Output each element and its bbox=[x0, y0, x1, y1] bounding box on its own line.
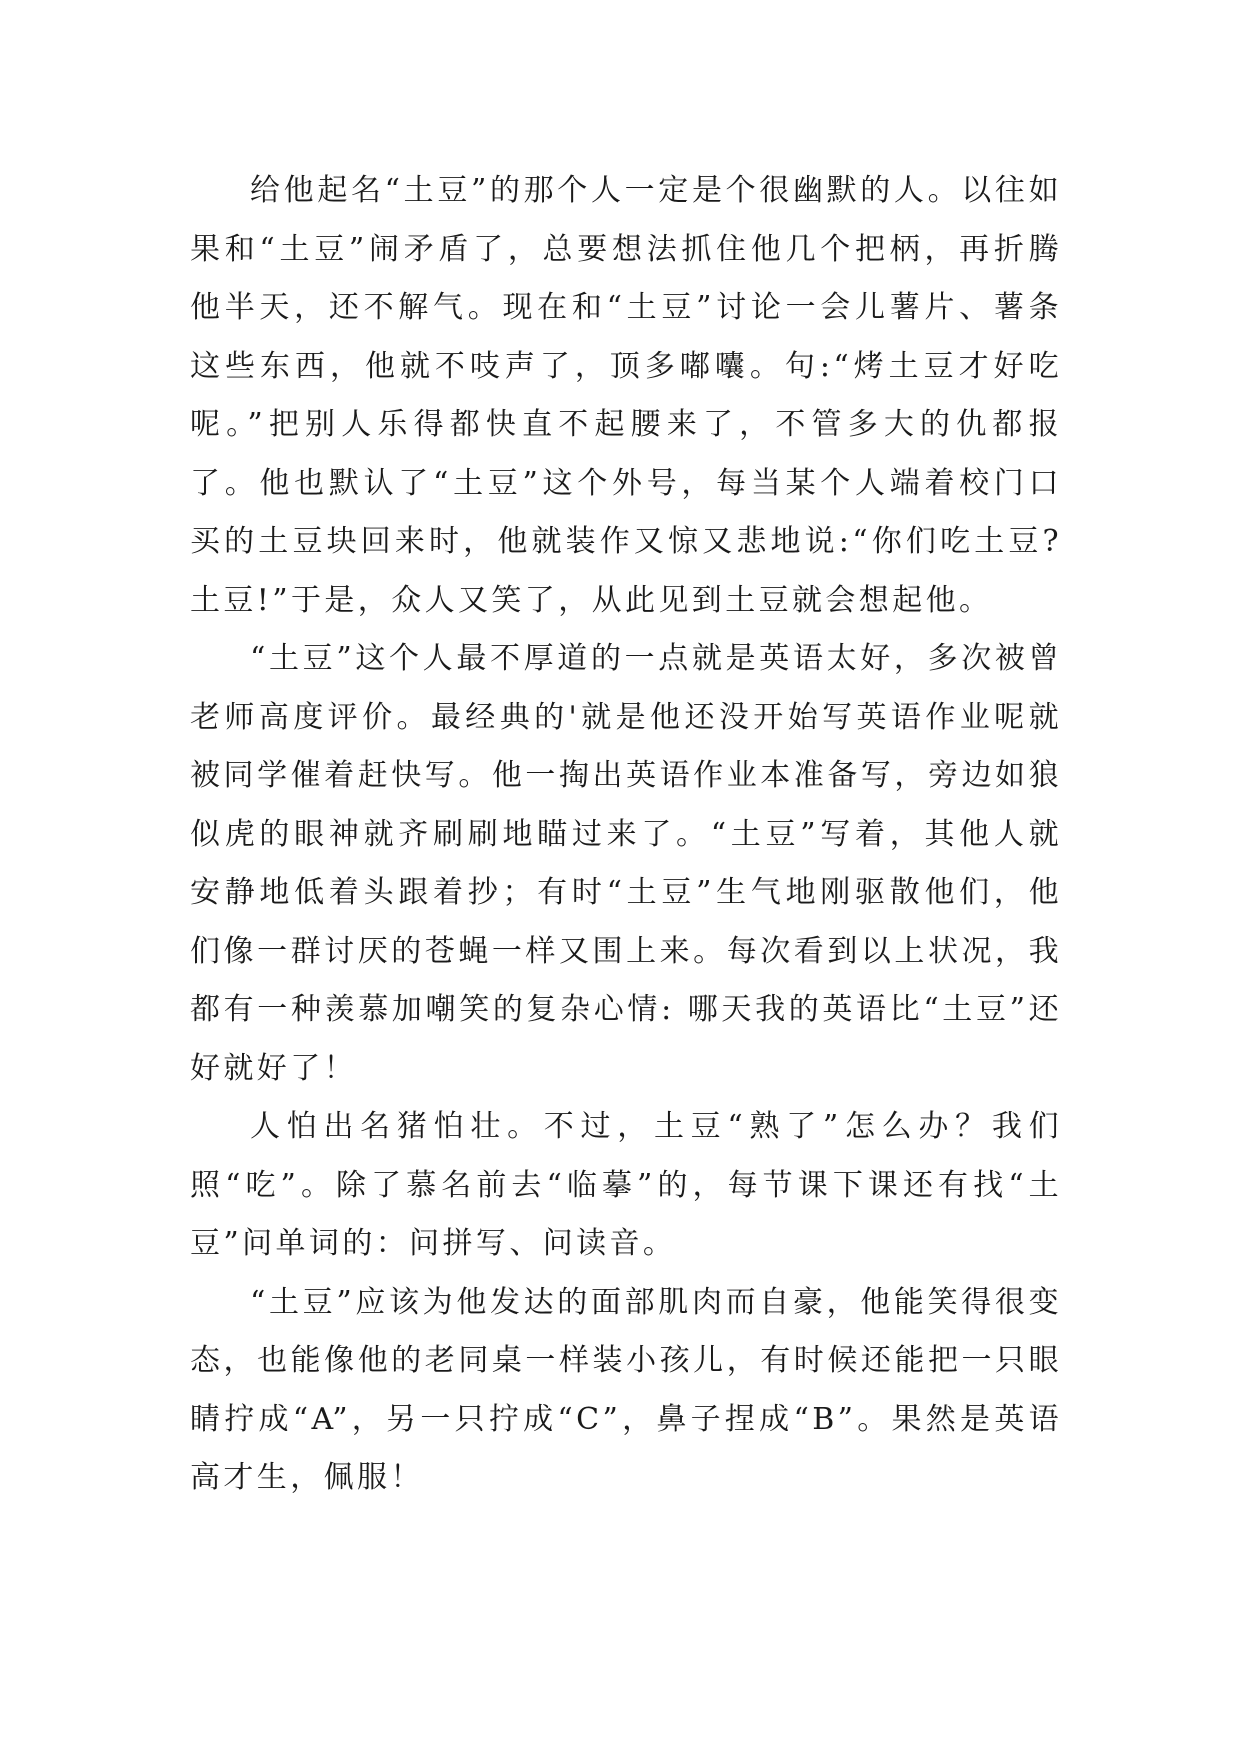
document-body bbox=[190, 162, 1062, 1508]
paragraph-1: 给他起名“土豆”的那个人一定是个很幽默的人。以往如果和“土豆”闹矛盾了，总要想法抓住他几个把柄，再折腾他半天，还不解气。现在和“土豆”讨论一会儿薯片、薯条这些东西，他就不吱声了，顶多嘟囔。句:“烤土豆才好吃呢。”把别人乐得都快直不起腰来了，不管多大的仇都报了。他也默认了“土豆”这个外号，每当某个人端着校门口买的土豆块回来时，他就装作又惊又悲地说:“你们吃土豆?土豆!”于是，众人又笑了，从此见到土豆就会想起他。 bbox=[190, 173, 1062, 618]
paragraph-3: 人怕出名猪怕壮。不过，土豆“熟了”怎么办？我们照“吃”。除了慕名前去“临摹”的，每节课下课还有找“土豆”问单词的：问拼写、问读音。 bbox=[190, 1109, 1062, 1261]
paragraph-4: “土豆”应该为他发达的面部肌肉而自豪，他能笑得很变态，也能像他的老同桌一样装小孩儿，有时候还能把一只眼睛拧成“A”，另一只拧成“C”，鼻子捏成“B”。果然是英语高才生，佩服！ bbox=[190, 1284, 1062, 1495]
paragraph-2: “土豆”这个人最不厚道的一点就是英语太好，多次被曾老师高度评价。最经典的'就是他还没开始写英语作业呢就被同学催着赶快写。他一掏出英语作业本准备写，旁边如狼似虎的眼神就齐刷刷地瞄过来了。“土豆”写着，其他人就安静地低着头跟着抄；有时“土豆”生气地刚驱散他们，他们像一群讨厌的苍蝇一样又围上来。每次看到以上状况，我都有一种羡慕加嘲笑的复杂心情: 哪天我的英语比“土豆”还好就好了！ bbox=[190, 641, 1062, 1086]
